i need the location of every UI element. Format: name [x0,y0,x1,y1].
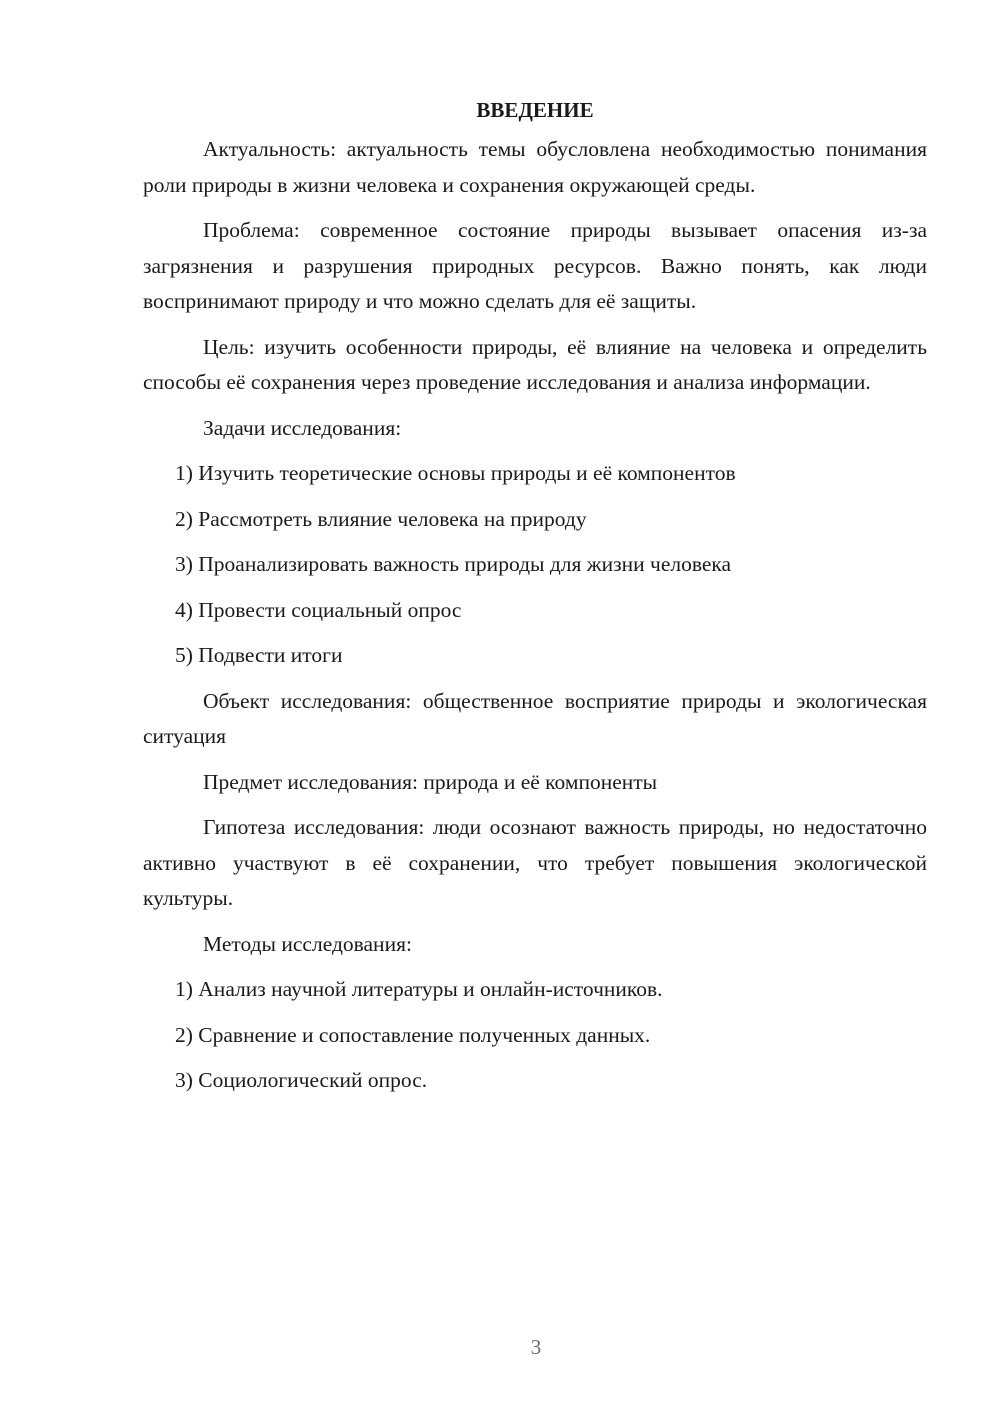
page-number: 3 [530,1335,542,1359]
hypothesis-paragraph: Гипотеза исследования: люди осознают важность природы, но недостаточно активно участвуют в её сохранении, что требует повышения экологической культуры. [143,815,927,910]
object-paragraph: Объект исследования: общественное восприятие природы и экологическая ситуация [143,688,927,748]
list-item: 2) Рассмотреть влияние человека на природу [175,506,587,531]
tasks-list [143,456,927,674]
list-item: 2) Сравнение и сопоставление полученных данных. [175,1022,651,1047]
list-item: 5) Подвести итоги [175,643,343,667]
relevance-paragraph: Актуальность: актуальность темы обусловлена необходимостью понимания роли природы в жизни человека и сохранения окружающей среды. [143,137,927,197]
methods-list [143,972,927,1099]
list-item: 3) Проанализировать важность природы для жизни человека [175,552,732,576]
list-item: 1) Анализ научной литературы и онлайн-источников. [175,977,663,1001]
methods-label: Методы исследования: [203,931,412,956]
tasks-label: Задачи исследования: [203,415,402,440]
goal-paragraph: Цель: изучить особенности природы, её влияние на человека и определить способы её сохранения через проведение исследования и анализа информации. [143,334,927,394]
list-item: 3) Социологический опрос. [175,1068,428,1092]
list-item: 1) Изучить теоретические основы природы и её компонентов [175,461,736,485]
subject-paragraph: Предмет исследования: природа и её компоненты [203,769,658,794]
page-title: ВВЕДЕНИЕ [476,98,594,122]
document-page [143,92,927,1109]
problem-paragraph: Проблема: современное состояние природы вызывает опасения из-за загрязнения и разрушения природных ресурсов. Важно понять, как люди воспринимают природу и что можно сделать для её защиты. [143,218,927,313]
list-item: 4) Провести социальный опрос [175,597,462,622]
